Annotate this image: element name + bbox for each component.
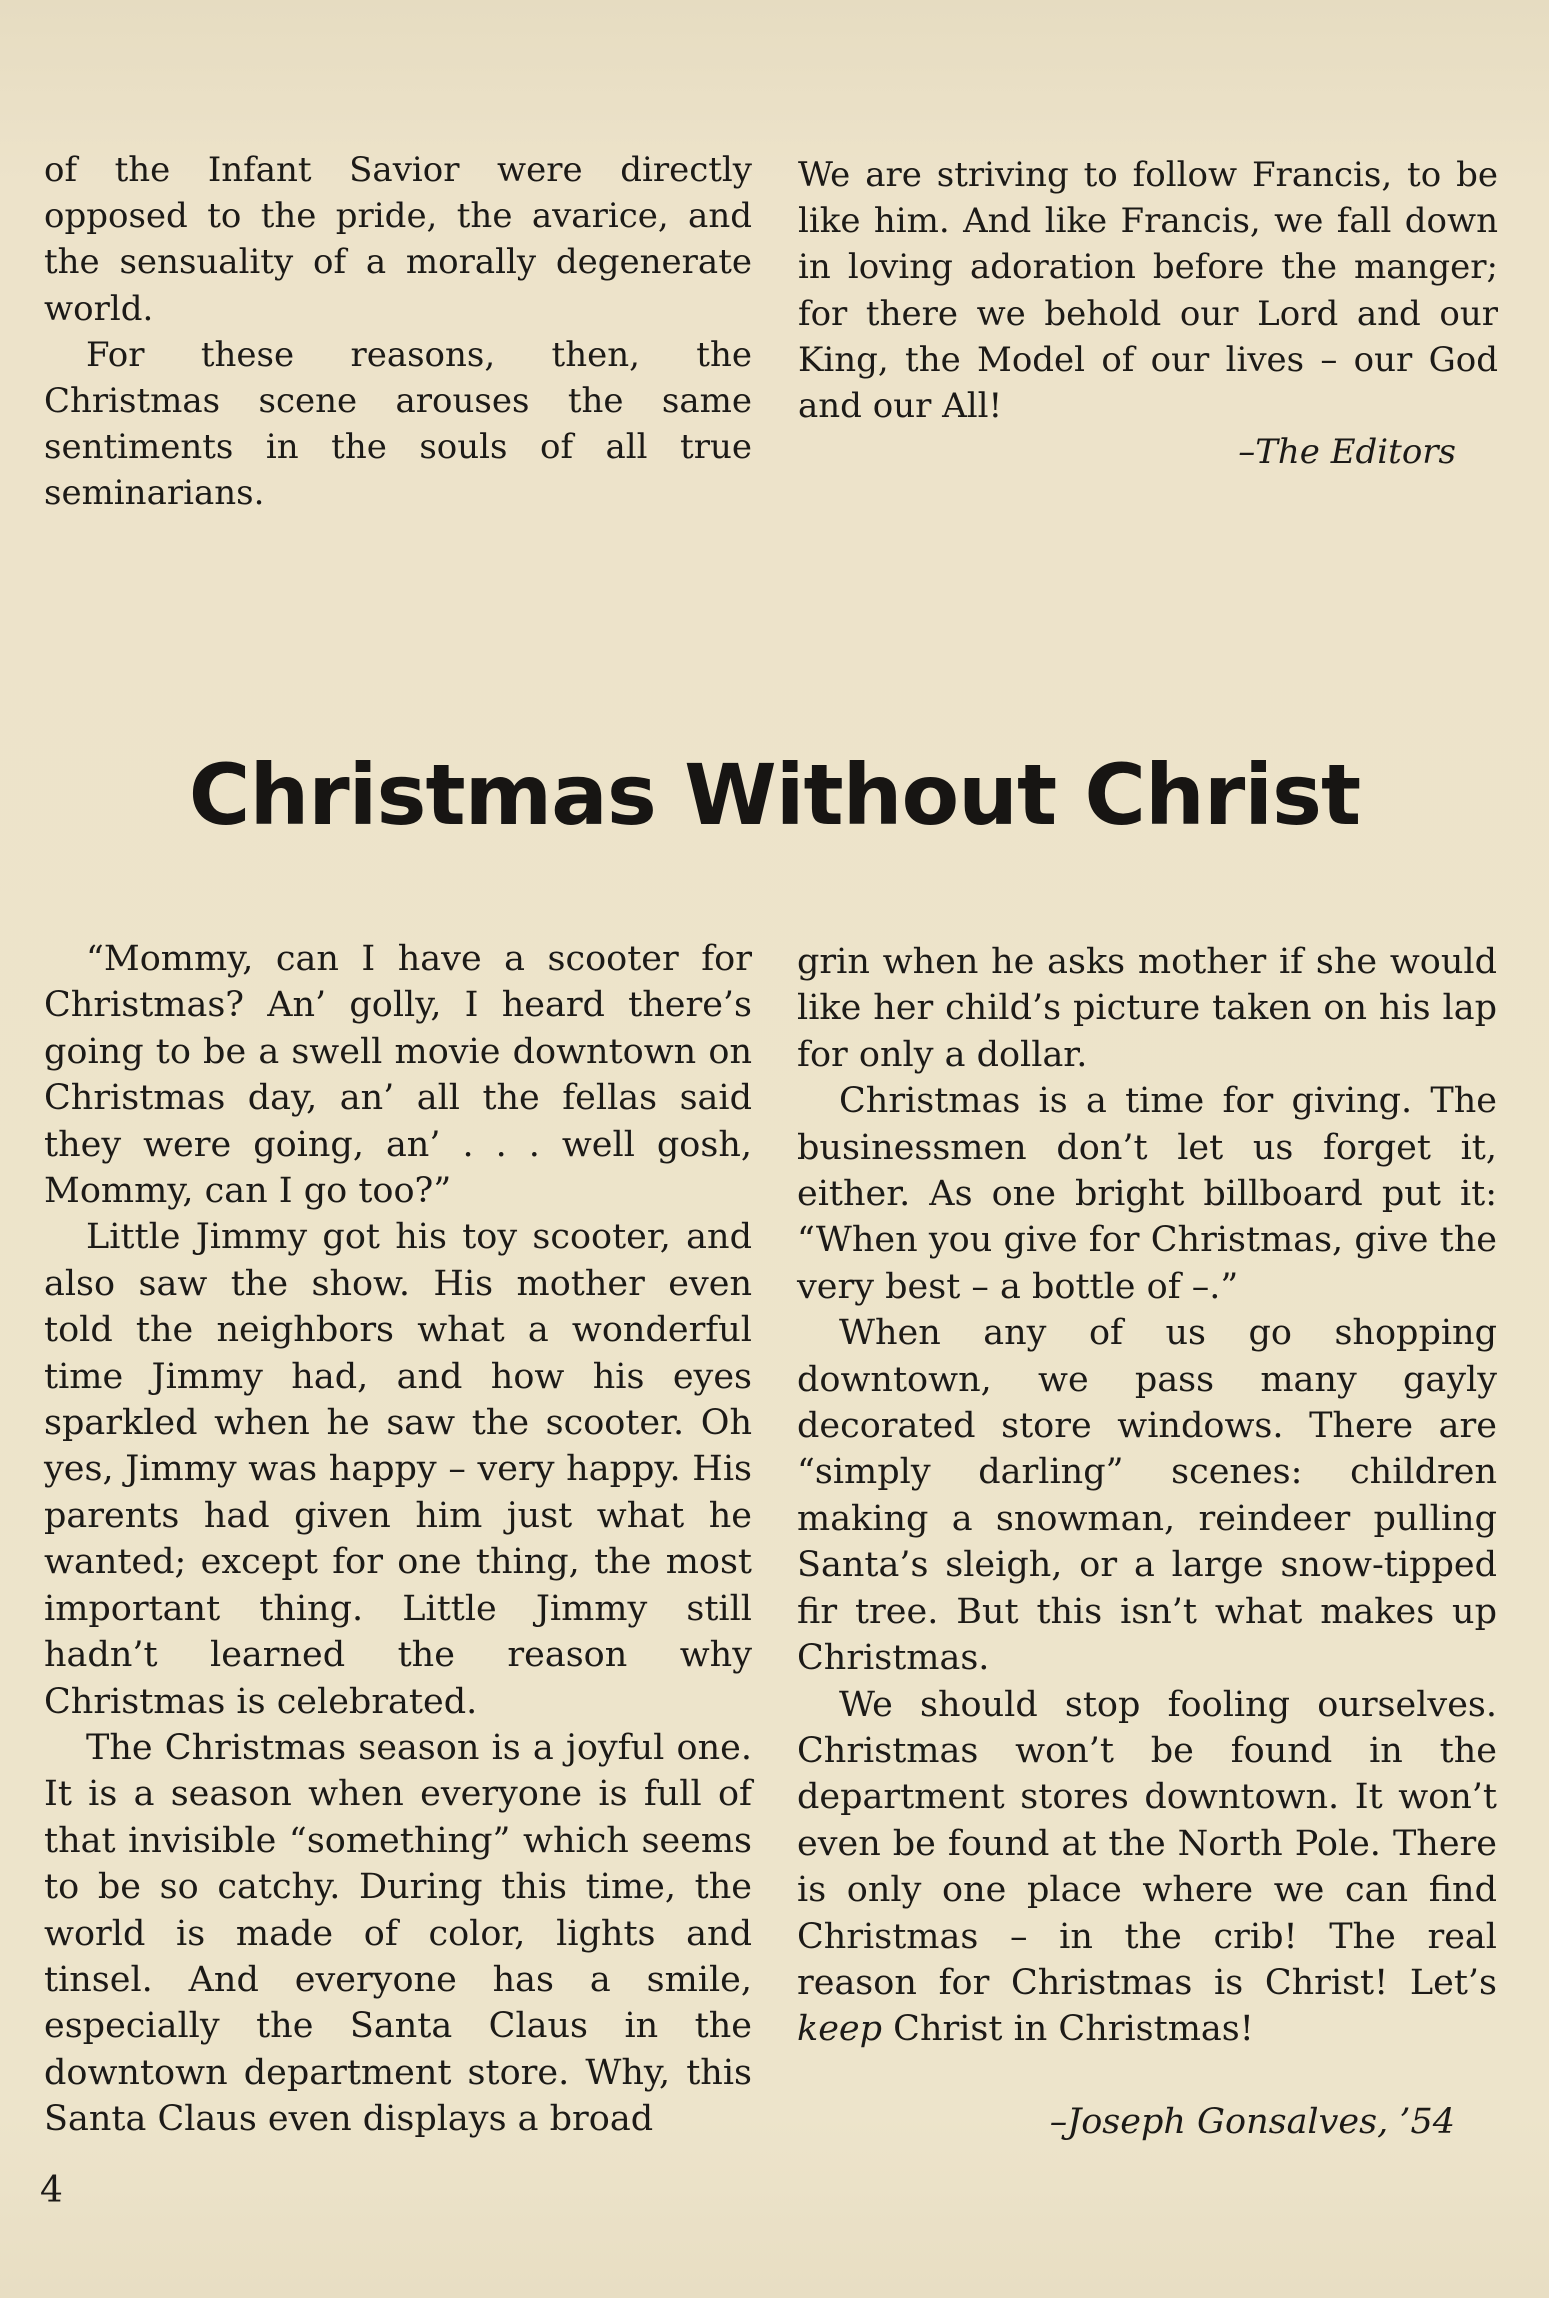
paragraph: grin when he asks mother if she would like her child’s picture taken on his lap for only a dollar. xyxy=(797,942,1497,1075)
article-title: Christmas Without Christ xyxy=(188,746,1361,845)
paragraph: We are striving to follow Francis, to be like him. And like Francis, we fall down in loving adoration before the manger; for there we behold our Lord and our King, the Model of our lives – our God and our All! xyxy=(798,155,1498,427)
paragraph xyxy=(797,1682,1497,2053)
article-column-right xyxy=(797,939,1497,2145)
editors-signature: –The Editors xyxy=(1238,432,1456,473)
continued-text-left xyxy=(44,147,752,517)
article-column-left xyxy=(44,936,752,2143)
paragraph: of the Infant Savior were directly opposed to the pride, the avarice, and the sensuality of a morally degenerate world. xyxy=(44,150,752,329)
paragraph: “Mommy, can I have a scooter for Christmas? An’ golly, I heard there’s going to be a swell movie downtown on Christmas day, an’ all the fellas said they were going, an’ . . . well gosh, Mommy, can I go too?” xyxy=(44,939,752,1212)
paragraph: For these reasons, then, the Christmas scene arouses the same sentiments in the souls of all true seminarians. xyxy=(44,334,752,514)
paragraph: When any of us go shopping downtown, we pass many gayly decorated store windows. There are “simply darling” scenes: children making a snowman, reindeer pulling Santa’s sleigh, or a large snow-tipped fir tree. But this isn’t what makes up Christmas. xyxy=(797,1313,1497,1679)
paragraph: Little Jimmy got his toy scooter, and also saw the show. His mother even told the neighbors what a wonderful time Jimmy had, and how his eyes sparkled when he saw the scooter. Oh yes, Jimmy was happy – very happy. His parents had given him just what he wanted; except for one thing, the most important thing. Little Jimmy still hadn’t learned the reason why Christmas is celebrated. xyxy=(44,1217,752,1722)
continued-text-right xyxy=(798,152,1498,475)
emphasis: keep xyxy=(797,2009,883,2050)
paragraph: Christmas is a time for giving. The businessmen don’t let us forget it, either. As one bright billboard put it: “When you give for Christmas, give the very best – a bottle of –.” xyxy=(797,1081,1497,1307)
paragraph-text: Christ in Christmas! xyxy=(882,2009,1254,2050)
page-number: 4 xyxy=(40,2170,63,2211)
paragraph-text: We should stop fooling ourselves. Christmas won’t be found in the department stores downtown. It won’t even be found at the North Pole. There is only one place where we can find Christmas – in the crib! The real reason for Christmas is Christ! Let’s xyxy=(797,1684,1497,2003)
author-signature: –Joseph Gonsalves, ’54 xyxy=(1049,2101,1455,2142)
paragraph: The Christmas season is a joyful one. It is a season when everyone is full of that invisible “something” which seems to be so catchy. During this time, the world is made of color, lights and tinsel. And everyone has a smile, especially the Santa Claus in the downtown department store. Why, this Santa Claus even displays a broad xyxy=(44,1727,752,2140)
